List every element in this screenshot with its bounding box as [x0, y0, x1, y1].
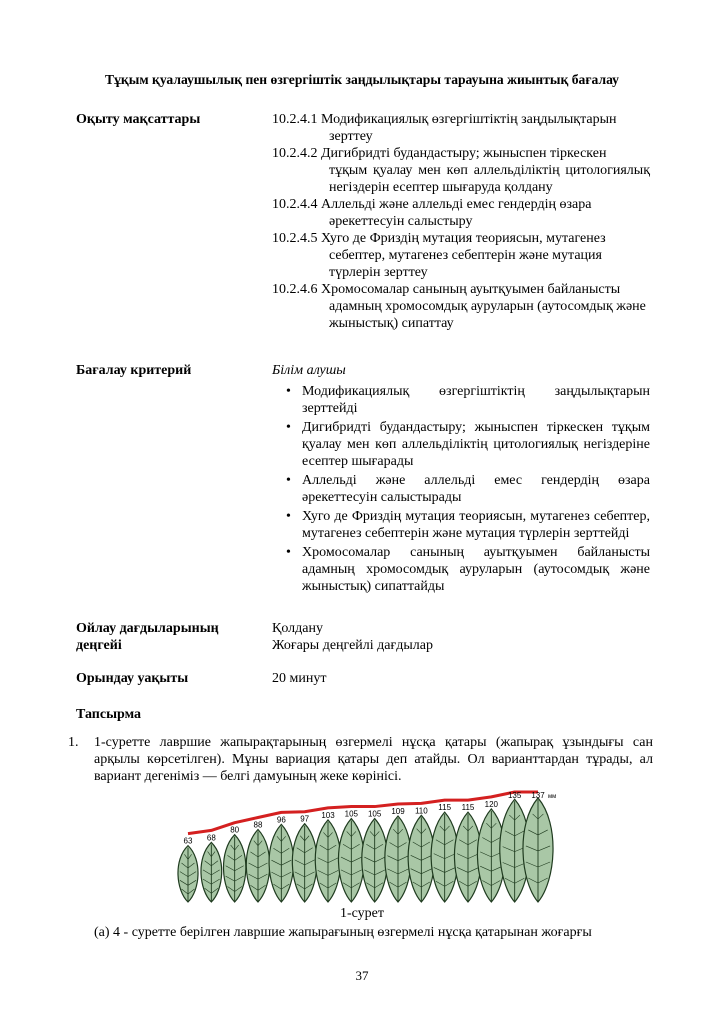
leaf-mark [201, 842, 222, 902]
criteria-item [272, 472, 650, 506]
objective-text: Дигибридті будандастыру; жыныспен тіркескен [321, 146, 607, 161]
criteria-text: Модификациялық өзгергіштіктің заңдылықтарын зерттейді [302, 384, 650, 416]
task-item-1 [68, 734, 653, 785]
bullet-icon: • [286, 384, 291, 399]
leaf-length-label: 68 [206, 833, 216, 843]
objective-item [272, 196, 650, 230]
leaf-mark [338, 819, 364, 902]
leaf-mark [385, 816, 411, 902]
criteria-item [272, 508, 650, 542]
objective-code: 10.2.4.4 [272, 197, 318, 212]
criteria-text: Хуго де Фриздің мутация теориясын, мутагенез себептер, мутагенез себептерін және мутация түрлерін зерттейді [302, 509, 650, 541]
criteria-text: Аллельді және аллельді емес гендердің өзара әрекеттесуін салыстырады [302, 473, 650, 505]
criteria-intro: Білім алушы [272, 363, 346, 378]
thinking-label-line1: Ойлау дағдыларының [76, 621, 219, 636]
leaf-mark [292, 824, 317, 902]
leaf-length-label: 88 [253, 820, 263, 830]
criteria-label: Бағалау критерий [76, 363, 192, 378]
criteria-item [272, 419, 650, 470]
objective-text-continued: зерттеу [329, 129, 373, 144]
leaf-length-label: 110 [414, 806, 428, 816]
objective-first-line [272, 145, 650, 162]
time-value: 20 минут [272, 671, 327, 686]
objective-first-line [272, 196, 650, 213]
leaf-length-label: 96 [276, 815, 286, 825]
leaf-mark [178, 846, 198, 902]
objective-first-line [272, 281, 650, 298]
leaf-mark [315, 820, 340, 902]
criteria-list [272, 383, 650, 595]
thinking-level-1: Қолдану [272, 621, 323, 636]
task-heading: Тапсырма [76, 707, 142, 722]
objective-text: Аллельді және аллельді емес гендердің өзара [321, 197, 592, 212]
objective-code: 10.2.4.1 [272, 112, 318, 127]
criteria-item [272, 383, 650, 417]
leaf-variation-figure [176, 790, 557, 908]
leaf-mark [362, 819, 388, 902]
leaf-length-label: 97 [300, 814, 310, 824]
leaf-mark [223, 835, 245, 902]
subquestion-a: (а) 4 - суретте берілген лавршие жапырағының өзгермелі нұсқа қатарынан жоғарғы [94, 925, 592, 940]
criteria-text: Дигибридті будандастыру; жыныспен тіркескен тұқым қуалау мен көп аллельділіктің цитологиялық негіздеріне есептер шығарады [302, 420, 650, 469]
bullet-icon: • [286, 509, 291, 524]
unit-label: мм [548, 794, 557, 800]
leaf-length-label: 120 [484, 799, 499, 809]
thinking-level-2: Жоғары деңгейлі дағдылар [272, 638, 433, 653]
leaf-mark [523, 798, 553, 902]
bullet-icon: • [286, 473, 291, 488]
objective-text-continued: тұқым қуалау мен көп аллельділіктің цитологиялық негіздерін есептер шығаруда қолдану [329, 163, 650, 195]
objective-code: 10.2.4.2 [272, 146, 318, 161]
criteria-text: Хромосомалар санының ауытқуымен байланысты адамның хромосомдық ауруларын (аутосомдық және жыныстық) сипаттайды [302, 545, 650, 594]
leaf-length-label: 137 [531, 791, 545, 800]
objective-code: 10.2.4.5 [272, 231, 318, 246]
leaf-length-label: 63 [183, 836, 193, 846]
page-number: 37 [355, 968, 369, 983]
bullet-icon: • [286, 545, 291, 560]
leaf-length-label: 115 [438, 803, 452, 813]
objectives-list [272, 111, 650, 332]
leaf-length-label: 80 [230, 825, 240, 835]
objective-code: 10.2.4.6 [272, 282, 318, 297]
time-label: Орындау уақыты [76, 671, 189, 686]
objective-item [272, 230, 650, 281]
thinking-values [272, 620, 650, 654]
objective-first-line [272, 111, 650, 128]
criteria-block [272, 362, 650, 597]
leaf-length-label: 115 [461, 803, 475, 813]
objective-text-continued: себептер, мутагенез себептерін және мутация түрлерін зерттеу [329, 248, 602, 280]
leaf-length-label: 103 [321, 810, 335, 820]
objective-text-continued: әрекеттесуін салыстыру [329, 214, 473, 229]
bullet-icon: • [286, 420, 291, 435]
objective-item [272, 111, 650, 145]
objective-first-line [272, 230, 650, 247]
leaf-length-label: 105 [344, 809, 359, 819]
thinking-label-line2: деңгейі [76, 638, 122, 653]
objective-text-continued: адамның хромосомдық ауруларын (аутосомдық және жыныстық) сипаттау [329, 299, 646, 331]
criteria-item [272, 544, 650, 595]
objective-text: Хромосомалар санының ауытқуымен байланысты [321, 282, 621, 297]
page-title: Тұқым қуалаушылық пен өзгергіштік заңдылықтары тарауына жиынтық бағалау [105, 72, 619, 87]
task-text: 1-суретте лавршие жапырақтарының өзгермелі нұсқа қатары (жапырақ ұзындығы сан арқылы көрсетілген). Мұны вариация қатары деп атайды. Ол варианттардан тұрады, ал вариант дегеніміз — белгі дамуының жеке көрінісі. [94, 735, 653, 784]
leaf-length-label: 109 [391, 806, 405, 816]
thinking-label [76, 620, 219, 654]
task-number: 1. [68, 735, 79, 750]
figure-caption: 1-сурет [339, 906, 385, 921]
objective-item [272, 145, 650, 196]
leaf-mark [246, 830, 269, 902]
objectives-label: Оқыту мақсаттары [76, 112, 201, 127]
objective-item [272, 281, 650, 332]
objective-text: Модификациялық өзгергіштіктің заңдылықтарын [321, 112, 617, 127]
leaf-mark [269, 824, 294, 902]
leaf-length-label: 135 [507, 791, 522, 800]
objective-text: Хуго де Фриздің мутация теориясын, мутагенез [321, 231, 606, 246]
leaf-length-label: 105 [367, 809, 382, 819]
